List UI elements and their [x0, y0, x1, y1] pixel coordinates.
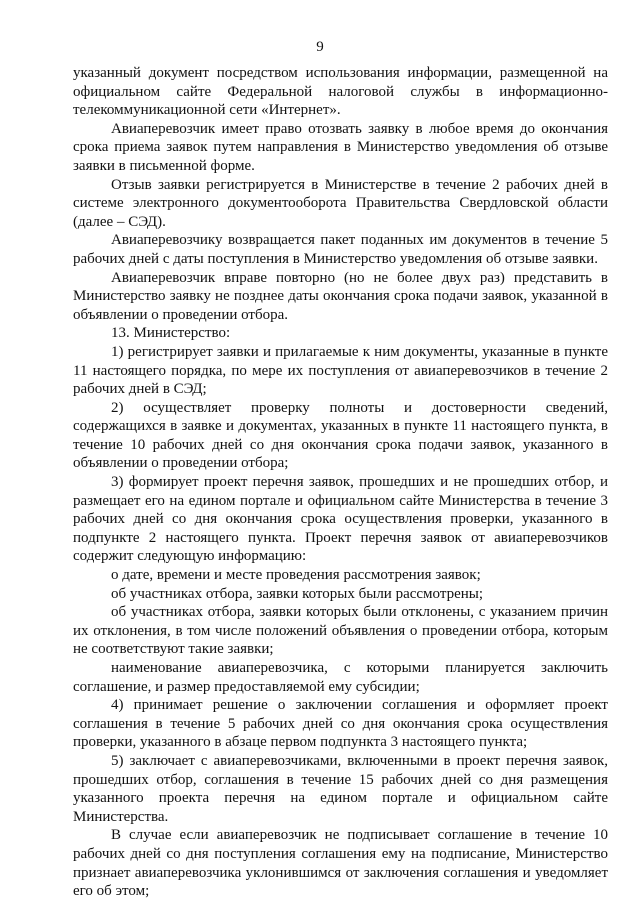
document-body: [73, 64, 608, 901]
paragraph-info-rejected: об участниках отбора, заявки которых были отклонены, с указанием причин их отклонения, в том числе положений объявления о проведении отбора, которым не соответствуют такие заявки;: [73, 604, 608, 658]
paragraph-withdraw-right: Авиаперевозчик имеет право отозвать заявку в любое время до окончания срока приема заявок путем направления в Министерство уведомления об отзыве заявки в письменной форме.: [73, 120, 608, 174]
paragraph-info-reviewed: об участниках отбора, заявки которых были рассмотрены;: [111, 585, 484, 602]
paragraph-continuation: указанный документ посредством использования информации, размещенной на официальном сайте Федеральной налоговой службы в информационно-телекоммуникационной сети «Интернет».: [73, 65, 608, 119]
paragraph-documents-return: Авиаперевозчику возвращается пакет поданных им документов в течение 5 рабочих дней с даты поступления в Министерство уведомления об отзыве заявки.: [73, 232, 608, 267]
page-number: 9: [316, 39, 324, 55]
paragraph-withdraw-registration: Отзыв заявки регистрируется в Министерстве в течение 2 рабочих дней в системе электронного документооборота Правительства Свердловской области (далее – СЭД).: [73, 176, 608, 230]
paragraph-info-name: наименование авиаперевозчика, с которыми планируется заключить соглашение, и размер предоставляемой ему субсидии;: [73, 660, 608, 695]
paragraph-refusal: В случае если авиаперевозчик не подписывает соглашение в течение 10 рабочих дней со дня поступления соглашения ему на подписание, Министерство признает авиаперевозчика уклонившимся от заключения соглашения и уведомляет его об этом;: [73, 827, 608, 900]
paragraph-info-date: о дате, времени и месте проведения рассмотрения заявок;: [111, 567, 481, 584]
paragraph-item-4: 4) принимает решение о заключении соглашения и оформляет проект соглашения в течение 5 рабочих дней со дня окончания срока осуществления проверки, указанного в абзаце первом подпункта 3 настоящего пункта;: [73, 697, 608, 751]
paragraph-resubmission: Авиаперевозчик вправе повторно (но не более двух раз) представить в Министерство заявку не позднее даты окончания срока подачи заявок, указанной в объявлении о проведении отбора.: [73, 269, 608, 323]
paragraph-item-2: 2) осуществляет проверку полноты и достоверности сведений, содержащихся в заявке и документах, указанных в пункте 11 настоящего пункта, в течение 10 рабочих дней со дня окончания срока подачи заявок, указанного в объявлении о проведении отбора;: [73, 399, 608, 472]
paragraph-item-1: 1) регистрирует заявки и прилагаемые к ним документы, указанные в пункте 11 настоящего порядка, по мере их поступления от авиаперевозчиков в течение 2 рабочих дней в СЭД;: [73, 343, 608, 398]
paragraph-section-13: 13. Министерство:: [111, 325, 231, 342]
paragraph-item-5: 5) заключает с авиаперевозчиками, включенными в проект перечня заявок, прошедших отбор, соглашения в течение 15 рабочих дней со дня размещения указанного проекта перечня на едином портале и официальном сайте Министерства.: [73, 752, 608, 825]
paragraph-item-3: 3) формирует проект перечня заявок, прошедших и не прошедших отбор, и размещает его на едином портале и официальном сайте Министерства в течение 3 рабочих дней со дня окончания срока осуществления проверки, указанного в подпункте 2 настоящего пункта. Проект перечня заявок от авиаперевозчиков содержит следующую информацию:: [73, 474, 608, 565]
